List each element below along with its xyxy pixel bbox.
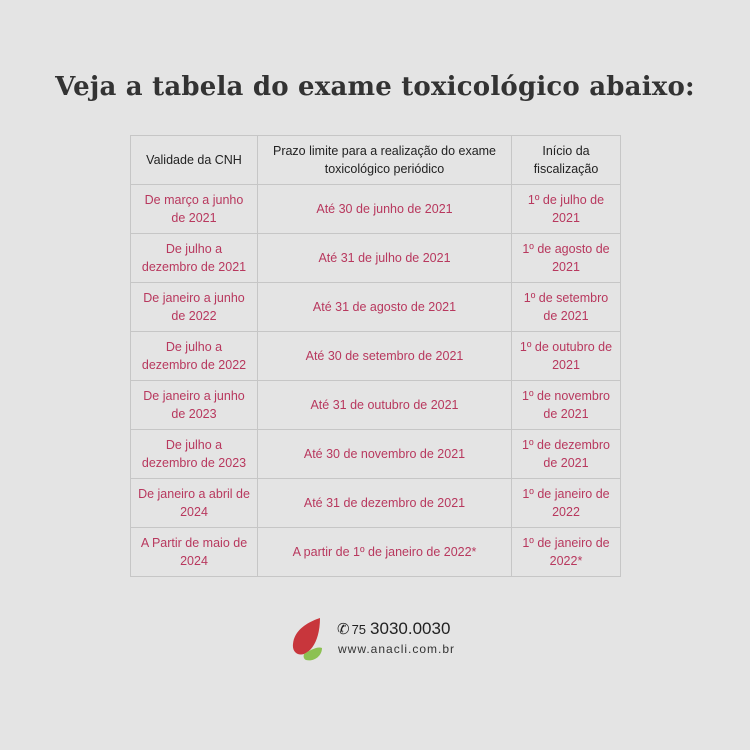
cell-prazo: Até 31 de dezembro de 2021	[258, 479, 512, 528]
cell-validade: De janeiro a junho de 2023	[131, 381, 258, 430]
phone-area-code: 75	[351, 622, 367, 637]
cell-inicio: 1º de setembro de 2021	[512, 283, 621, 332]
page-title: Veja a tabela do exame toxicológico abaixo:	[55, 72, 695, 102]
cell-validade: A Partir de maio de 2024	[131, 528, 258, 577]
phone-number	[337, 619, 450, 639]
header-prazo: Prazo limite para a realização do exame toxicológico periódico	[258, 136, 512, 185]
cell-inicio: 1º de dezembro de 2021	[512, 430, 621, 479]
cell-prazo: Até 31 de outubro de 2021	[258, 381, 512, 430]
table-row	[131, 283, 621, 332]
phone-digits: 3030.0030	[370, 619, 451, 638]
table-row	[131, 381, 621, 430]
cell-prazo: Até 30 de setembro de 2021	[258, 332, 512, 381]
cell-inicio: 1º de novembro de 2021	[512, 381, 621, 430]
cell-inicio: 1º de janeiro de 2022*	[512, 528, 621, 577]
cell-inicio: 1º de janeiro de 2022	[512, 479, 621, 528]
cell-prazo: Até 31 de agosto de 2021	[258, 283, 512, 332]
cell-validade: De julho a dezembro de 2023	[131, 430, 258, 479]
cell-validade: De janeiro a abril de 2024	[131, 479, 258, 528]
cell-prazo: A partir de 1º de janeiro de 2022*	[258, 528, 512, 577]
cell-prazo: Até 31 de julho de 2021	[258, 234, 512, 283]
cell-validade: De março a junho de 2021	[131, 185, 258, 234]
anacli-logo-icon	[290, 616, 326, 662]
cell-validade: De janeiro a junho de 2022	[131, 283, 258, 332]
cell-inicio: 1º de julho de 2021	[512, 185, 621, 234]
table-row	[131, 430, 621, 479]
table-row	[131, 234, 621, 283]
cell-validade: De julho a dezembro de 2021	[131, 234, 258, 283]
toxicology-table	[130, 135, 621, 577]
table-header-row	[131, 136, 621, 185]
header-validade: Validade da CNH	[131, 136, 258, 185]
cell-inicio: 1º de agosto de 2021	[512, 234, 621, 283]
phone-icon: ✆	[337, 621, 350, 638]
table-row	[131, 479, 621, 528]
website-link: www.anacli.com.br	[338, 642, 456, 656]
cell-validade: De julho a dezembro de 2022	[131, 332, 258, 381]
cell-prazo: Até 30 de novembro de 2021	[258, 430, 512, 479]
header-inicio: Início da fiscalização	[512, 136, 621, 185]
table-row	[131, 185, 621, 234]
cell-prazo: Até 30 de junho de 2021	[258, 185, 512, 234]
footer-contact	[290, 614, 490, 664]
table-row	[131, 332, 621, 381]
table-row	[131, 528, 621, 577]
cell-inicio: 1º de outubro de 2021	[512, 332, 621, 381]
